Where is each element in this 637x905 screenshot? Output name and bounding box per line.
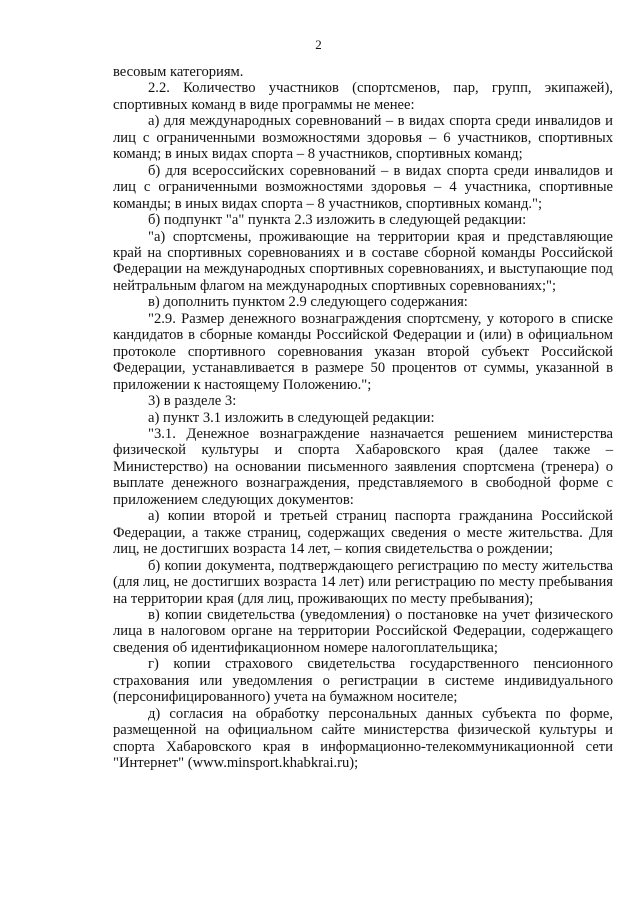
page-number: 2	[315, 37, 322, 52]
paragraph: д) согласия на обработку персональных данных субъекта по форме, размещенной на официальном сайте министерства физической культуры и спорта Хабаровского края в информационно-телекоммуникационной сети "Интернет" (www.minsport.khabkrai.ru);	[113, 705, 613, 772]
paragraph: весовым категориям.	[113, 64, 244, 80]
paragraph: г) копии страхового свидетельства государственного пенсионного страхования или уведомления о регистрации в системе индивидуального (персонифицированного) учета на бумажном носителе;	[113, 656, 613, 706]
paragraph: 2.2. Количество участников (спортсменов, пар, групп, экипажей), спортивных команд в виде программы не менее:	[113, 80, 613, 113]
paragraph: в) копии свидетельства (уведомления) о постановке на учет физического лица в налоговом органе на территории Российской Федерации, содержащего сведения об идентификационном номере налогоплательщика;	[113, 606, 613, 656]
paragraph: а) пункт 3.1 изложить в следующей редакции:	[148, 409, 435, 426]
paragraph: б) подпункт "а" пункта 2.3 изложить в следующей редакции:	[148, 212, 527, 229]
paragraph: 3) в разделе 3:	[148, 393, 237, 410]
paragraph: а) для международных соревнований – в видах спорта среди инвалидов и лиц с ограниченными возможностями здоровья – 6 участников, спортивных команд; в иных видах спорта – 8 участников, спортивных команд;	[113, 113, 613, 163]
paragraph: б) для всероссийских соревнований – в видах спорта среди инвалидов и лиц с ограниченными возможностями здоровья – 4 участника, спортивные команды; в иных видах спорта – 8 участников, спортивных команд.";	[113, 162, 613, 212]
paragraph: а) копии второй и третьей страниц паспорта гражданина Российской Федерации, а также страниц, содержащих сведения о месте жительства. Для лиц, не достигших возраста 14 лет, – копия свидетельства о рождении;	[113, 508, 613, 558]
paragraph: "3.1. Денежное вознаграждение назначается решением министерства физической культуры и спорта Хабаровского края (далее также – Министерство) на основании письменного заявления спортсмена (тренера) о выплате денежного вознаграждения, представляемого в свободной форме с приложением следующих документов:	[113, 425, 613, 508]
paragraph: "2.9. Размер денежного вознаграждения спортсмену, у которого в списке кандидатов в сборные команды Российской Федерации и (или) в официальном протоколе спортивного соревнования указан второй субъект Российской Федерации, устанавливается в размере 50 процентов от суммы, указанной в приложении к настоящему Положению.";	[113, 310, 613, 393]
paragraph: "а) спортсмены, проживающие на территории края и представляющие край на спортивных соревнованиях и в составе сборной команды Российской Федерации на международных спортивных соревнованиях, и выступающие под нейтральным флагом на международных спортивных соревнованиях;";	[113, 228, 613, 294]
document-body	[113, 64, 613, 771]
paragraph: в) дополнить пунктом 2.9 следующего содержания:	[148, 294, 468, 311]
paragraph: б) копии документа, подтверждающего регистрацию по месту жительства (для лиц, не достигших возраста 14 лет) или регистрацию по месту пребывания на территории края (для лиц, проживающих по месту пребывания);	[113, 557, 613, 607]
